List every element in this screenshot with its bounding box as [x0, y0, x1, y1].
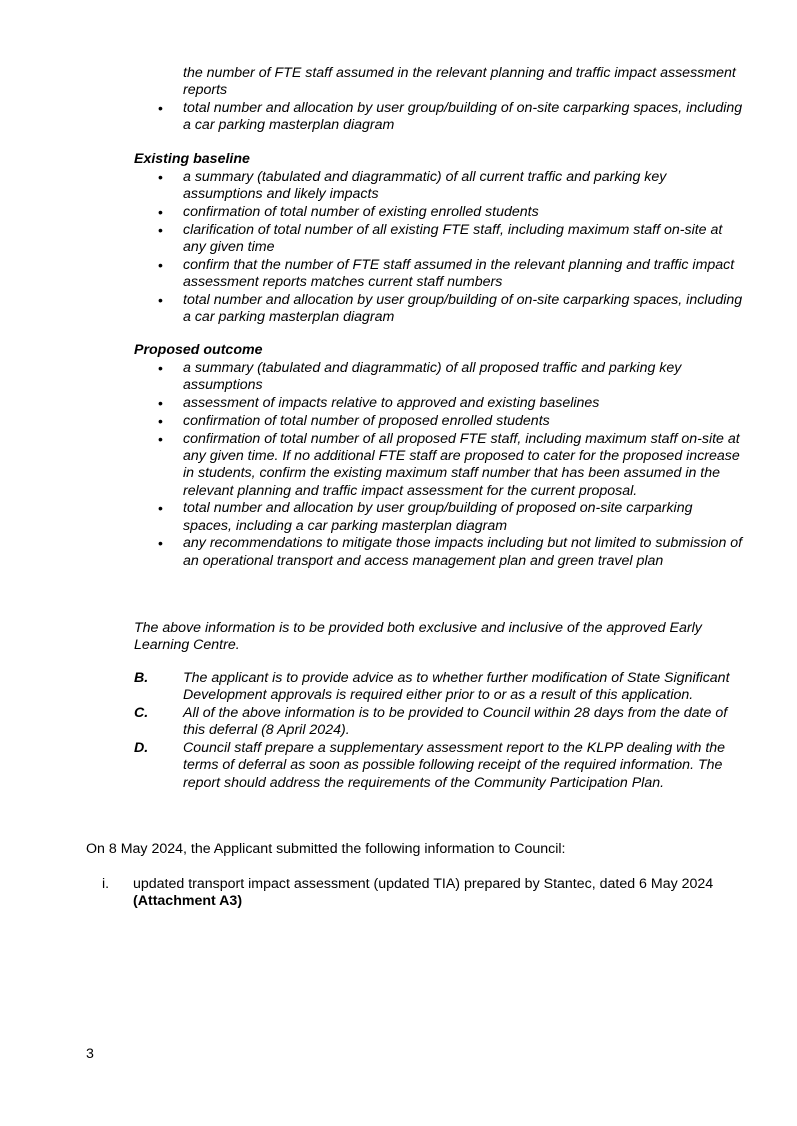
existing-baseline-heading: Existing baseline: [134, 151, 250, 167]
item-letter: D.: [134, 740, 149, 757]
list-item: • confirmation of total number of all proposed FTE staff, including maximum staff on-site at any given time. If no additional FTE staff are proposed to cater for the proposed increase in students, confirm the existing maximum staff number that has been assumed in the relevant planning and traffic impact assessment for the current proposal.: [183, 431, 743, 500]
proposed-outcome-heading: Proposed outcome: [134, 342, 263, 358]
proposed-outcome-list: [183, 360, 743, 571]
continued-bullet-list: [183, 100, 743, 135]
item-text: Council staff prepare a supplementary assessment report to the KLPP dealing with the terms of deferral as soon as possible following receipt of the required information. The report should address the requirements of the Community Participation Plan.: [183, 740, 726, 791]
list-item: [102, 876, 742, 911]
existing-baseline-list: [183, 169, 743, 327]
item-text: The applicant is to provide advice as to whether further modification of State Significant Development approvals is required either prior to or as a result of this application.: [183, 670, 730, 704]
list-item: • confirmation of total number of existing enrolled students: [183, 204, 743, 221]
submission-list: [102, 876, 742, 911]
item-letter: B.: [134, 670, 149, 686]
submission-intro: On 8 May 2024, the Applicant submitted the following information to Council:: [86, 841, 566, 857]
continued-text: the number of FTE staff assumed in the relevant planning and traffic impact assessment reports: [183, 65, 736, 99]
list-item: • total number and allocation by user group/building of on-site carparking spaces, including a car parking masterplan diagram: [183, 292, 743, 327]
lettered-list: [134, 670, 744, 793]
list-item: • clarification of total number of all existing FTE staff, including maximum staff on-site at any given time: [183, 222, 743, 257]
above-information-note: The above information is to be provided both exclusive and inclusive of the approved Early Learning Centre.: [134, 620, 702, 654]
item-text: updated transport impact assessment (updated TIA) prepared by Stantec, dated 6 May 2024: [133, 876, 714, 892]
list-item: • total number and allocation by user group/building of on-site carparking spaces, including a car parking masterplan diagram: [183, 100, 743, 135]
list-item: • confirmation of total number of proposed enrolled students: [183, 413, 743, 430]
page-number: 3: [86, 1046, 94, 1062]
list-item: • a summary (tabulated and diagrammatic) of all current traffic and parking key assumptions and likely impacts: [183, 169, 743, 204]
list-item: • a summary (tabulated and diagrammatic) of all proposed traffic and parking key assumptions: [183, 360, 743, 395]
item-letter: C.: [134, 705, 149, 722]
lettered-item: [134, 740, 744, 792]
item-number: i.: [102, 876, 110, 892]
item-text: All of the above information is to be provided to Council within 28 days from the date of this deferral (8 April 2024).: [183, 705, 728, 739]
list-item: • any recommendations to mitigate those impacts including but not limited to submission of an operational transport and access management plan and green travel plan: [183, 535, 743, 570]
list-item: • assessment of impacts relative to approved and existing baselines: [183, 395, 743, 412]
lettered-item: [134, 670, 744, 705]
list-item: • total number and allocation by user group/building of proposed on-site carparking spaces, including a car parking masterplan diagram: [183, 500, 743, 535]
lettered-item: [134, 705, 744, 740]
list-item: • confirm that the number of FTE staff assumed in the relevant planning and traffic impact assessment reports matches current staff numbers: [183, 257, 743, 292]
attachment-reference: (Attachment A3): [133, 893, 243, 910]
